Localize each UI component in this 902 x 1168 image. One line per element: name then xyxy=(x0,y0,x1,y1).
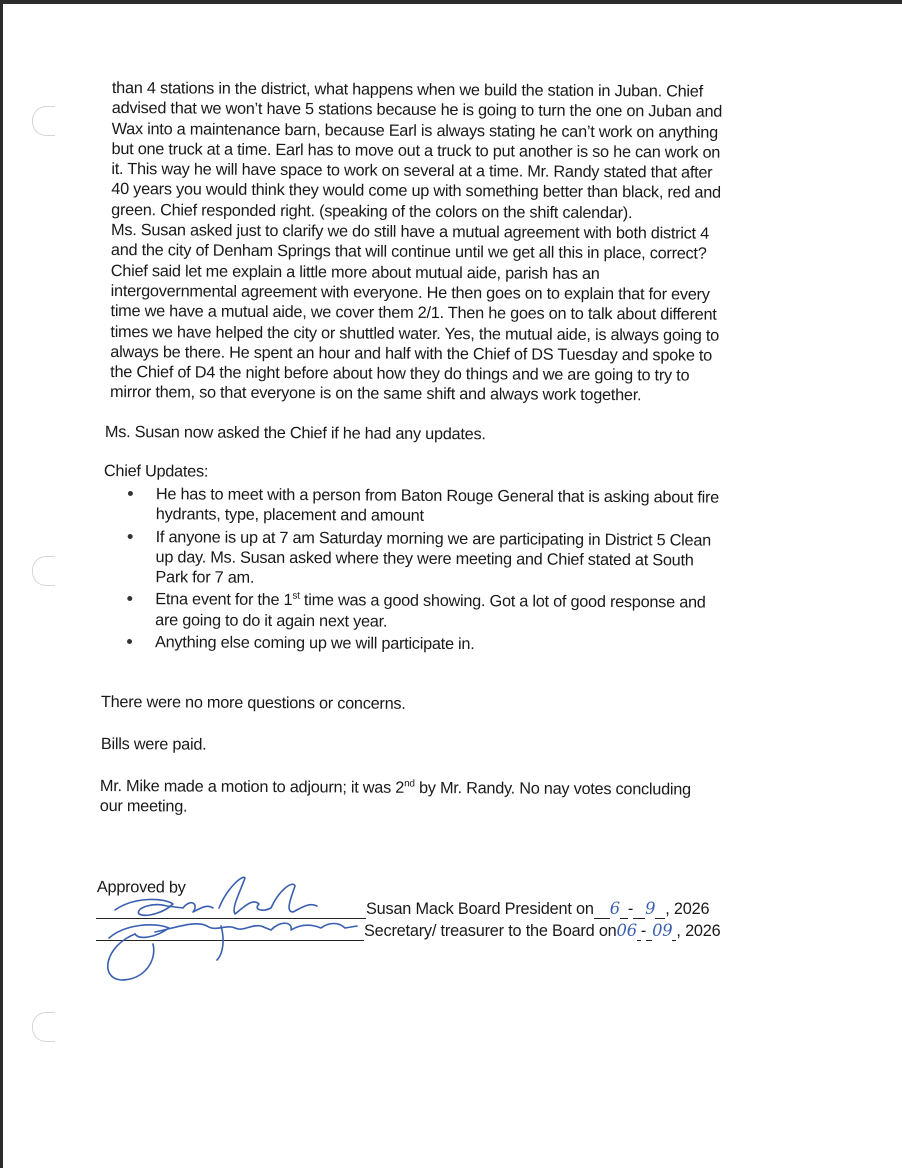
text-line: it. This way he will have space to work on several at a time. Mr. Randy stated that after xyxy=(111,160,713,182)
handwritten-signatures xyxy=(95,868,375,988)
text-line xyxy=(100,776,691,800)
text-line: but one truck at a time. Earl has to move out a truck to put another is so he can work on xyxy=(111,139,721,162)
text-line: Bills were paid. xyxy=(100,735,207,754)
binder-hole-top xyxy=(32,106,55,136)
text-line: 40 years you would think they would come up with something better than black, red and xyxy=(111,180,721,203)
text-line: green. Chief responded right. (speaking of the colors on the shift calendar). xyxy=(111,200,633,222)
signature-stroke-president xyxy=(115,877,317,915)
handwritten-day: 9 xyxy=(645,899,656,918)
text-line: our meeting. xyxy=(99,797,188,816)
text-line: Ms. Susan asked just to clarify we do still have a mutual agreement with both district 4 xyxy=(111,221,710,243)
text-line: up day. Ms. Susan asked where they were meeting and Chief stated at South xyxy=(155,548,694,570)
text-line: There were no more questions or concerns. xyxy=(100,693,406,713)
handwritten-day: 09 xyxy=(652,921,673,940)
text-line: always be there. He spent an hour and half with the Chief of DS Tuesday and spoke to xyxy=(110,342,713,365)
text-line: Approved by xyxy=(96,878,186,897)
bullet-dot xyxy=(127,639,132,644)
binder-hole-bottom xyxy=(32,1012,55,1042)
date-rule xyxy=(646,940,652,941)
text-line: than 4 stations in the district, what happens when we build the station in Juban. Chief xyxy=(111,78,703,101)
minutes-paragraph-no-questions xyxy=(101,692,406,714)
date-year: , 2026 xyxy=(665,900,710,918)
date-year: , 2026 xyxy=(676,922,721,940)
superscript: nd xyxy=(404,778,415,790)
date-separator: - xyxy=(640,922,647,940)
text-fragment: time was a good showing. Got a lot of good response and xyxy=(299,591,706,613)
list-item xyxy=(125,632,805,656)
text-line: Park for 7 am. xyxy=(155,568,255,587)
bullet-dot xyxy=(127,596,132,601)
text-line: advised that we won’t have 5 stations because he is going to turn the one on Juban and xyxy=(111,99,723,122)
text-line: and the city of Denham Springs that will continue until we get all this in place, correct? xyxy=(110,241,707,264)
text-line: are going to do it again next year. xyxy=(155,610,388,631)
handwritten-month: 06 xyxy=(616,921,637,940)
text-fragment: by Mr. Randy. No nay votes concluding xyxy=(414,778,691,799)
scan-left-border xyxy=(0,0,3,1168)
updates-heading xyxy=(104,461,208,482)
superscript: st xyxy=(292,591,300,603)
date-rule xyxy=(637,940,641,941)
list-item xyxy=(125,589,805,634)
text-line: He has to meet with a person from Baton Rouge General that is asking about fire xyxy=(155,485,720,507)
text-line: the Chief of D4 the night before about how they do things and we are going to try to xyxy=(110,363,690,385)
signature-flourish xyxy=(108,926,223,980)
handwritten-month: 6 xyxy=(609,899,620,918)
date-separator: - xyxy=(627,900,634,918)
text-line: Chief Updates: xyxy=(103,461,209,481)
date-rule xyxy=(633,918,645,919)
bullet-dot xyxy=(128,491,133,496)
text-line: Ms. Susan now asked the Chief if he had any updates. xyxy=(104,422,486,444)
bullet-dot xyxy=(128,534,133,539)
list-item xyxy=(126,484,806,529)
signature-stroke-secretary xyxy=(109,923,357,938)
text-line: Anything else coming up we will participate in. xyxy=(154,633,475,654)
date-rule xyxy=(672,940,676,941)
text-fragment: Etna event for the 1 xyxy=(155,590,293,610)
text-line: time we have a mutual aide, we cover them 2/1. Then he goes on to talk about different xyxy=(110,302,717,324)
text-line: Wax into a maintenance barn, because Earl is always stating he can’t work on anything xyxy=(111,119,718,142)
list-item xyxy=(125,527,805,592)
text-line: hydrants, type, placement and amount xyxy=(155,505,424,526)
text-fragment: Mr. Mike made a motion to adjourn; it was 2 xyxy=(99,777,405,797)
binder-hole-middle xyxy=(32,556,55,586)
date-rule xyxy=(620,918,628,919)
minutes-paragraph-updates-request xyxy=(105,422,486,445)
secretary-title: Secretary/ treasurer to the Board on xyxy=(364,922,617,940)
text-line: mirror them, so that everyone is on the same shift and always work together. xyxy=(110,383,642,405)
updates-list xyxy=(125,484,806,659)
text-line: intergovernmental agreement with everyone. He then goes on to explain that for every xyxy=(110,281,710,304)
text-line: Chief said let me explain a little more about mutual aide, parish has an xyxy=(110,261,600,283)
president-title: Susan Mack Board President on xyxy=(366,900,594,918)
scan-top-border xyxy=(0,0,902,4)
minutes-paragraph-adjourn xyxy=(100,776,691,820)
date-rule xyxy=(594,918,610,919)
text-line: If anyone is up at 7 am Saturday morning we are participating in District 5 Clean xyxy=(155,527,712,550)
date-rule xyxy=(655,918,665,919)
minutes-paragraph-bills xyxy=(101,734,207,755)
minutes-paragraph-mutual-aide xyxy=(110,78,722,406)
text-line: times we have helped the city or shuttled water. Yes, the mutual aide, is always going to xyxy=(110,322,720,345)
